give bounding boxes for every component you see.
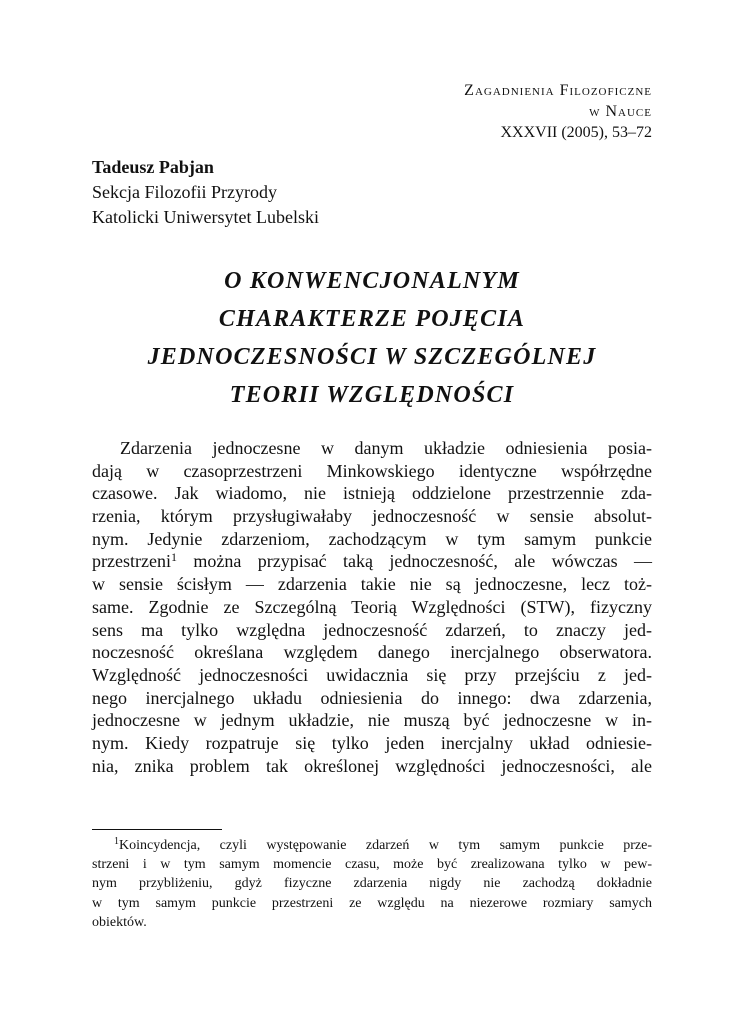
footnote-divider xyxy=(92,829,222,830)
body-line: same. Zgodnie ze Szczególną Teorią Względności (STW), fizyczny xyxy=(92,596,652,617)
body-line: jednoczesne w jednym układzie, nie muszą być jednoczesne w in- xyxy=(92,710,652,731)
body-line: nia, znika problem tak określonej względności jednoczesności, ale xyxy=(92,755,652,776)
body-line: noczesność określana względem danego inercjalnego obserwatora. xyxy=(92,642,652,663)
journal-subtitle: w Nauce xyxy=(589,103,652,120)
author-name: Tadeusz Pabjan xyxy=(92,157,214,177)
body-line: rzenia, którym przysługiwałaby jednoczesność w sensie absolut- xyxy=(92,506,652,527)
title-line: CHARAKTERZE POJĘCIA xyxy=(218,306,526,332)
footnote xyxy=(92,836,652,932)
body-line-segment: można przypisać taką jednoczesność, ale wówczas — xyxy=(176,551,652,572)
footnote-line: obiektów. xyxy=(92,914,147,930)
body-line: nym. Jedynie zdarzeniom, zachodzącym w tym samym punkcie xyxy=(92,528,652,549)
author-affiliation-line-2: Katolicki Uniwersytet Lubelski xyxy=(92,207,319,227)
footnote-reference[interactable]: 1 xyxy=(170,550,177,565)
body-line: Zdarzenia jednoczesne w danym układzie odniesienia posia- xyxy=(120,438,652,458)
body-line: dają w czasoprzestrzeni Minkowskiego identyczne współrzędne xyxy=(92,460,652,481)
journal-header xyxy=(464,80,652,143)
footnote-line xyxy=(92,836,652,855)
author-affiliation-line-1: Sekcja Filozofii Przyrody xyxy=(92,182,277,202)
body-line: Względność jednoczesności uwidacznia się przy przejściu z jed- xyxy=(92,664,652,685)
body-paragraph xyxy=(92,437,652,777)
journal-name: Zagadnienia Filozoficzne xyxy=(464,82,652,99)
body-line-segment: przestrzeni xyxy=(92,551,171,572)
title-line: O KONWENCJONALNYM xyxy=(224,268,520,294)
body-line-with-footnote xyxy=(92,550,652,573)
body-line: sens ma tylko względna jednoczesność zdarzeń, to znaczy jed- xyxy=(92,619,652,640)
footnote-line: strzeni i w tym samym momencie czasu, może być zrealizowana tylko w pew- xyxy=(92,857,652,873)
footnote-line: nym przybliżeniu, gdyż fizyczne zdarzenia nigdy nie zachodzą dokładnie xyxy=(92,876,652,892)
footnote-mark: 1 xyxy=(114,836,119,847)
article-title xyxy=(92,262,652,414)
body-line: w sensie ścisłym — zdarzenia takie nie są jednoczesne, lecz toż- xyxy=(92,574,652,595)
volume-pages: XXXVII (2005), 53–72 xyxy=(500,124,652,141)
title-line: TEORII WZGLĘDNOŚCI xyxy=(229,382,515,408)
footnote-line: w tym samym punkcie przestrzeni ze względu na niezerowe rozmiary samych xyxy=(92,895,652,911)
body-line: nego inercjalnego układu odniesienia do innego: dwa zdarzenia, xyxy=(92,687,652,708)
body-line: nym. Kiedy rozpatruje się tylko jeden inercjalny układ odniesie- xyxy=(92,732,652,753)
title-line: JEDNOCZESNOŚCI W SZCZEGÓLNEJ xyxy=(147,344,597,370)
body-line: czasowe. Jak wiadomo, nie istnieją oddzielone przestrzennie zda- xyxy=(92,483,652,504)
footnote-text: Koincydencja, czyli występowanie zdarzeń w tym samym punkcie prze- xyxy=(119,838,652,853)
author-block xyxy=(92,155,319,230)
